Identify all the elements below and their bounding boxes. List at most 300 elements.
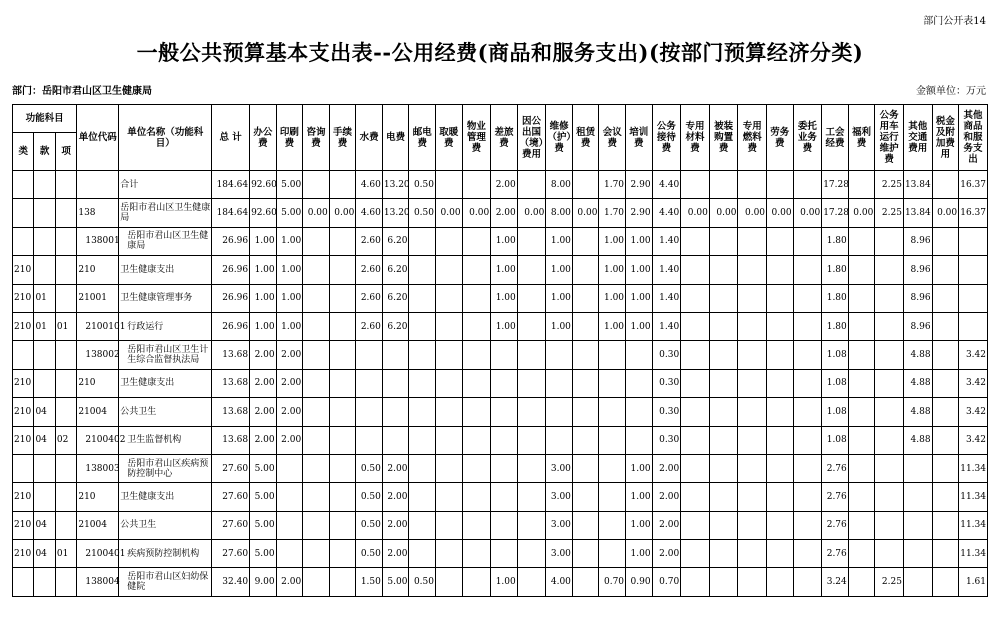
amount-cell: 1.00 [491, 227, 518, 255]
table-row [13, 256, 988, 284]
amount-cell [875, 398, 904, 426]
total-cell: 13.68 [212, 426, 250, 454]
amount-cell: 2.00 [652, 540, 681, 568]
amount-cell [793, 312, 822, 340]
amount-cell: 0.50 [409, 568, 436, 596]
lei-cell: 210 [13, 284, 34, 312]
amount-cell: 1.00 [599, 256, 626, 284]
amount-cell [903, 568, 932, 596]
amount-cell: 0.30 [652, 398, 681, 426]
amount-cell [462, 171, 491, 199]
expense-column-header: 其他商品和服务支出 [959, 105, 988, 171]
amount-cell: 13.20 [382, 171, 409, 199]
table-row [13, 426, 988, 454]
amount-cell [436, 483, 463, 511]
amount-cell: 1.70 [599, 199, 626, 227]
amount-cell: 0.00 [329, 199, 356, 227]
lei-cell: 210 [13, 483, 34, 511]
amount-cell [709, 227, 738, 255]
amount-cell: 0.00 [709, 199, 738, 227]
expense-column-header: 税金及附加费用 [932, 105, 959, 171]
amount-cell: 9.00 [250, 568, 277, 596]
amount-cell [329, 426, 356, 454]
amount-unit-label: 金额单位：万元 [916, 86, 986, 97]
amount-cell: 1.00 [626, 256, 653, 284]
amount-cell [462, 341, 491, 369]
amount-cell [932, 511, 959, 539]
amount-cell [409, 312, 436, 340]
xiang-cell: 01 [55, 540, 76, 568]
lei-cell [13, 341, 34, 369]
amount-cell [572, 171, 599, 199]
amount-cell [681, 312, 710, 340]
expense-column-header: 取暖费 [436, 105, 463, 171]
amount-cell [848, 398, 875, 426]
amount-cell: 2.00 [276, 369, 303, 397]
amount-cell: 2.00 [382, 454, 409, 482]
total-cell: 184.64 [212, 199, 250, 227]
amount-cell: 1.00 [626, 511, 653, 539]
amount-cell: 92.60 [250, 199, 277, 227]
amount-cell [932, 540, 959, 568]
unit-code-cell: 2100401 [77, 540, 119, 568]
amount-cell [303, 398, 330, 426]
amount-cell: 2.00 [250, 369, 277, 397]
amount-cell [767, 341, 794, 369]
amount-cell [517, 568, 546, 596]
amount-cell: 0.30 [652, 341, 681, 369]
xiang-cell [55, 369, 76, 397]
amount-cell [462, 312, 491, 340]
amount-cell: 1.00 [626, 284, 653, 312]
unit-code-cell: 210 [77, 483, 119, 511]
amount-cell: 5.00 [250, 483, 277, 511]
amount-cell [848, 483, 875, 511]
amount-cell [932, 426, 959, 454]
amount-cell: 4.60 [356, 199, 383, 227]
lei-cell [13, 568, 34, 596]
amount-cell: 3.42 [959, 369, 988, 397]
amount-cell [572, 341, 599, 369]
amount-cell: 2.00 [491, 171, 518, 199]
amount-cell [709, 568, 738, 596]
expense-column-header: 福利费 [848, 105, 875, 171]
expense-column-header: 办公费 [250, 105, 277, 171]
amount-cell: 1.00 [250, 256, 277, 284]
amount-cell [572, 540, 599, 568]
amount-cell [767, 284, 794, 312]
amount-cell [738, 312, 767, 340]
amount-cell [681, 341, 710, 369]
amount-cell: 3.42 [959, 341, 988, 369]
amount-cell: 6.20 [382, 227, 409, 255]
unit-name-cell: 卫生监督机构 [119, 426, 212, 454]
amount-cell [932, 312, 959, 340]
amount-cell: 6.20 [382, 312, 409, 340]
amount-cell [329, 341, 356, 369]
kuan-cell [34, 227, 55, 255]
amount-cell: 1.08 [822, 398, 849, 426]
lei-cell: 210 [13, 369, 34, 397]
amount-cell: 5.00 [250, 540, 277, 568]
amount-cell: 0.00 [303, 199, 330, 227]
amount-cell [599, 540, 626, 568]
amount-cell [626, 426, 653, 454]
total-cell: 27.60 [212, 540, 250, 568]
expense-column-header: 会议费 [599, 105, 626, 171]
table-number-tag: 部门公开表14 [923, 16, 986, 27]
amount-cell [599, 341, 626, 369]
amount-cell [738, 540, 767, 568]
unit-name-header: 单位名称（功能科目） [119, 105, 212, 171]
unit-code-cell: 138002 [77, 341, 119, 369]
amount-cell: 5.00 [382, 568, 409, 596]
amount-cell [436, 426, 463, 454]
amount-cell [491, 369, 518, 397]
amount-cell [517, 454, 546, 482]
amount-cell [681, 454, 710, 482]
amount-cell [436, 284, 463, 312]
amount-cell [793, 398, 822, 426]
amount-cell: 1.70 [599, 171, 626, 199]
amount-cell: 2.76 [822, 483, 849, 511]
expense-column-header: 专用燃料费 [738, 105, 767, 171]
total-cell: 27.60 [212, 511, 250, 539]
amount-cell [572, 398, 599, 426]
amount-cell [436, 369, 463, 397]
amount-cell [303, 171, 330, 199]
amount-cell [709, 341, 738, 369]
amount-cell: 1.08 [822, 369, 849, 397]
amount-cell [409, 398, 436, 426]
amount-cell: 1.00 [250, 227, 277, 255]
amount-cell [709, 256, 738, 284]
kuan-cell [34, 568, 55, 596]
amount-cell [382, 426, 409, 454]
amount-cell [709, 426, 738, 454]
expense-column-header: 公务用车运行维护费 [875, 105, 904, 171]
amount-cell [875, 369, 904, 397]
expense-column-header: 公务接待费 [652, 105, 681, 171]
amount-cell [932, 341, 959, 369]
amount-cell [738, 454, 767, 482]
amount-cell [546, 398, 573, 426]
amount-cell: 92.60 [250, 171, 277, 199]
expense-column-header: 委托业务费 [793, 105, 822, 171]
xiang-cell [55, 341, 76, 369]
amount-cell: 1.00 [546, 256, 573, 284]
amount-cell: 8.96 [903, 284, 932, 312]
kuan-cell: 04 [34, 398, 55, 426]
unit-code-header: 单位代码 [77, 105, 119, 171]
amount-cell: 1.00 [626, 540, 653, 568]
amount-cell [793, 454, 822, 482]
amount-cell [356, 369, 383, 397]
unit-name-cell: 卫生健康支出 [119, 483, 212, 511]
amount-cell [329, 369, 356, 397]
expense-column-header: 培训费 [626, 105, 653, 171]
lei-cell: 210 [13, 398, 34, 426]
expense-column-header: 水费 [356, 105, 383, 171]
amount-cell: 1.80 [822, 312, 849, 340]
amount-cell [848, 369, 875, 397]
expense-column-header: 被装购置费 [709, 105, 738, 171]
amount-cell: 1.61 [959, 568, 988, 596]
amount-cell: 2.76 [822, 540, 849, 568]
amount-cell [329, 483, 356, 511]
kuan-cell [34, 199, 55, 227]
amount-cell [276, 454, 303, 482]
amount-cell [572, 511, 599, 539]
amount-cell: 3.00 [546, 454, 573, 482]
amount-cell [681, 171, 710, 199]
amount-cell [329, 540, 356, 568]
amount-cell: 0.50 [409, 199, 436, 227]
total-cell: 184.64 [212, 171, 250, 199]
amount-cell [491, 483, 518, 511]
amount-cell: 0.00 [517, 199, 546, 227]
amount-cell [767, 369, 794, 397]
amount-cell: 1.40 [652, 256, 681, 284]
amount-cell [709, 454, 738, 482]
table-row [13, 369, 988, 397]
amount-cell: 0.30 [652, 369, 681, 397]
amount-cell [767, 426, 794, 454]
unit-code-cell: 21004 [77, 511, 119, 539]
amount-cell [793, 341, 822, 369]
amount-cell [903, 511, 932, 539]
amount-cell [462, 398, 491, 426]
amount-cell [409, 511, 436, 539]
amount-cell: 0.50 [356, 483, 383, 511]
amount-cell: 2.76 [822, 511, 849, 539]
kuan-cell [34, 171, 55, 199]
amount-cell [875, 511, 904, 539]
expense-column-header: 咨询费 [303, 105, 330, 171]
amount-cell: 11.34 [959, 483, 988, 511]
amount-cell: 8.00 [546, 199, 573, 227]
amount-cell [793, 171, 822, 199]
amount-cell [793, 511, 822, 539]
amount-cell [793, 483, 822, 511]
amount-cell [932, 171, 959, 199]
amount-cell: 6.20 [382, 284, 409, 312]
amount-cell [329, 568, 356, 596]
amount-cell [303, 256, 330, 284]
amount-cell: 5.00 [276, 171, 303, 199]
amount-cell: 3.00 [546, 511, 573, 539]
kuan-cell [34, 341, 55, 369]
amount-cell: 0.00 [681, 199, 710, 227]
amount-cell: 2.25 [875, 171, 904, 199]
xiang-header: 项 [55, 133, 76, 171]
amount-cell: 1.00 [599, 312, 626, 340]
kuan-cell [34, 256, 55, 284]
page-title: 一般公共预算基本支出表--公用经费(商品和服务支出)(按部门预算经济分类) [136, 40, 864, 65]
total-header: 总 计 [212, 105, 250, 171]
amount-cell [793, 284, 822, 312]
kuan-cell: 04 [34, 426, 55, 454]
amount-cell: 13.20 [382, 199, 409, 227]
amount-cell: 1.80 [822, 284, 849, 312]
amount-cell: 1.00 [546, 312, 573, 340]
xiang-cell [55, 483, 76, 511]
amount-cell [738, 284, 767, 312]
amount-cell: 2.00 [250, 341, 277, 369]
amount-cell [709, 398, 738, 426]
amount-cell [572, 483, 599, 511]
amount-cell [626, 341, 653, 369]
amount-cell: 1.00 [491, 284, 518, 312]
unit-code-cell [77, 171, 119, 199]
unit-name-cell: 合计 [119, 171, 212, 199]
amount-cell: 1.00 [491, 312, 518, 340]
amount-cell: 1.00 [250, 312, 277, 340]
amount-cell: 1.40 [652, 312, 681, 340]
unit-code-cell: 21004 [77, 398, 119, 426]
total-cell: 13.68 [212, 398, 250, 426]
amount-cell [462, 426, 491, 454]
amount-cell [959, 284, 988, 312]
amount-cell [932, 398, 959, 426]
amount-cell: 4.60 [356, 171, 383, 199]
amount-cell [599, 369, 626, 397]
amount-cell: 4.00 [546, 568, 573, 596]
amount-cell: 3.42 [959, 426, 988, 454]
amount-cell [462, 454, 491, 482]
amount-cell: 2.60 [356, 312, 383, 340]
amount-cell [517, 171, 546, 199]
amount-cell [572, 426, 599, 454]
table-row [13, 312, 988, 340]
amount-cell [709, 369, 738, 397]
amount-cell [546, 426, 573, 454]
amount-cell [848, 426, 875, 454]
amount-cell: 8.00 [546, 171, 573, 199]
amount-cell [356, 398, 383, 426]
amount-cell [599, 483, 626, 511]
amount-cell [303, 284, 330, 312]
amount-cell [517, 540, 546, 568]
amount-cell: 2.60 [356, 256, 383, 284]
total-cell: 13.68 [212, 369, 250, 397]
amount-cell: 2.00 [276, 568, 303, 596]
amount-cell [767, 540, 794, 568]
amount-cell [436, 398, 463, 426]
amount-cell [848, 511, 875, 539]
amount-cell [599, 398, 626, 426]
expense-column-header: 物业管理费 [462, 105, 491, 171]
amount-cell: 16.37 [959, 199, 988, 227]
amount-cell [875, 540, 904, 568]
amount-cell: 0.50 [356, 511, 383, 539]
amount-cell [462, 540, 491, 568]
amount-cell [738, 227, 767, 255]
amount-cell [517, 398, 546, 426]
amount-cell: 1.50 [356, 568, 383, 596]
amount-cell [793, 568, 822, 596]
amount-cell [303, 540, 330, 568]
amount-cell: 1.00 [626, 454, 653, 482]
kuan-cell: 04 [34, 511, 55, 539]
kuan-cell: 01 [34, 312, 55, 340]
amount-cell: 11.34 [959, 454, 988, 482]
amount-cell [462, 568, 491, 596]
amount-cell [436, 227, 463, 255]
xiang-cell [55, 568, 76, 596]
unit-name-cell: 卫生健康支出 [119, 256, 212, 284]
amount-cell [932, 227, 959, 255]
amount-cell [681, 284, 710, 312]
xiang-cell: 01 [55, 312, 76, 340]
amount-cell: 11.34 [959, 540, 988, 568]
xiang-cell [55, 511, 76, 539]
amount-cell: 4.40 [652, 199, 681, 227]
amount-cell: 2.00 [250, 426, 277, 454]
budget-table [12, 104, 988, 597]
amount-cell [738, 483, 767, 511]
total-cell: 26.96 [212, 284, 250, 312]
amount-cell: 1.00 [626, 483, 653, 511]
unit-name-cell: 岳阳市君山区卫生健康局 [119, 199, 212, 227]
amount-cell [517, 483, 546, 511]
amount-cell [793, 256, 822, 284]
expense-column-header: 邮电费 [409, 105, 436, 171]
amount-cell: 0.70 [652, 568, 681, 596]
amount-cell [932, 454, 959, 482]
amount-cell [738, 341, 767, 369]
amount-cell [767, 398, 794, 426]
amount-cell [329, 454, 356, 482]
total-cell: 27.60 [212, 454, 250, 482]
table-row [13, 171, 988, 199]
xiang-cell [55, 256, 76, 284]
amount-cell: 0.30 [652, 426, 681, 454]
amount-cell [329, 511, 356, 539]
amount-cell [329, 227, 356, 255]
table-row [13, 568, 988, 596]
kuan-cell [34, 483, 55, 511]
unit-name-cell: 岳阳市君山区妇幼保健院 [119, 568, 212, 596]
total-cell: 26.96 [212, 227, 250, 255]
lei-cell [13, 227, 34, 255]
xiang-cell [55, 227, 76, 255]
amount-cell [875, 227, 904, 255]
amount-cell [409, 454, 436, 482]
department-label: 部门：岳阳市君山区卫生健康局 [12, 86, 152, 97]
amount-cell: 0.00 [572, 199, 599, 227]
expense-column-header: 印刷费 [276, 105, 303, 171]
amount-cell: 0.70 [599, 568, 626, 596]
amount-cell: 17.28 [822, 199, 849, 227]
expense-column-header: 租赁费 [572, 105, 599, 171]
amount-cell [875, 284, 904, 312]
amount-cell: 6.20 [382, 256, 409, 284]
amount-cell [875, 312, 904, 340]
amount-cell [738, 256, 767, 284]
amount-cell [681, 369, 710, 397]
amount-cell [303, 483, 330, 511]
amount-cell: 16.37 [959, 171, 988, 199]
amount-cell [436, 540, 463, 568]
amount-cell: 1.00 [276, 256, 303, 284]
amount-cell: 4.88 [903, 426, 932, 454]
amount-cell [848, 312, 875, 340]
amount-cell [491, 426, 518, 454]
table-row [13, 540, 988, 568]
unit-code-cell: 138001 [77, 227, 119, 255]
table-row [13, 454, 988, 482]
